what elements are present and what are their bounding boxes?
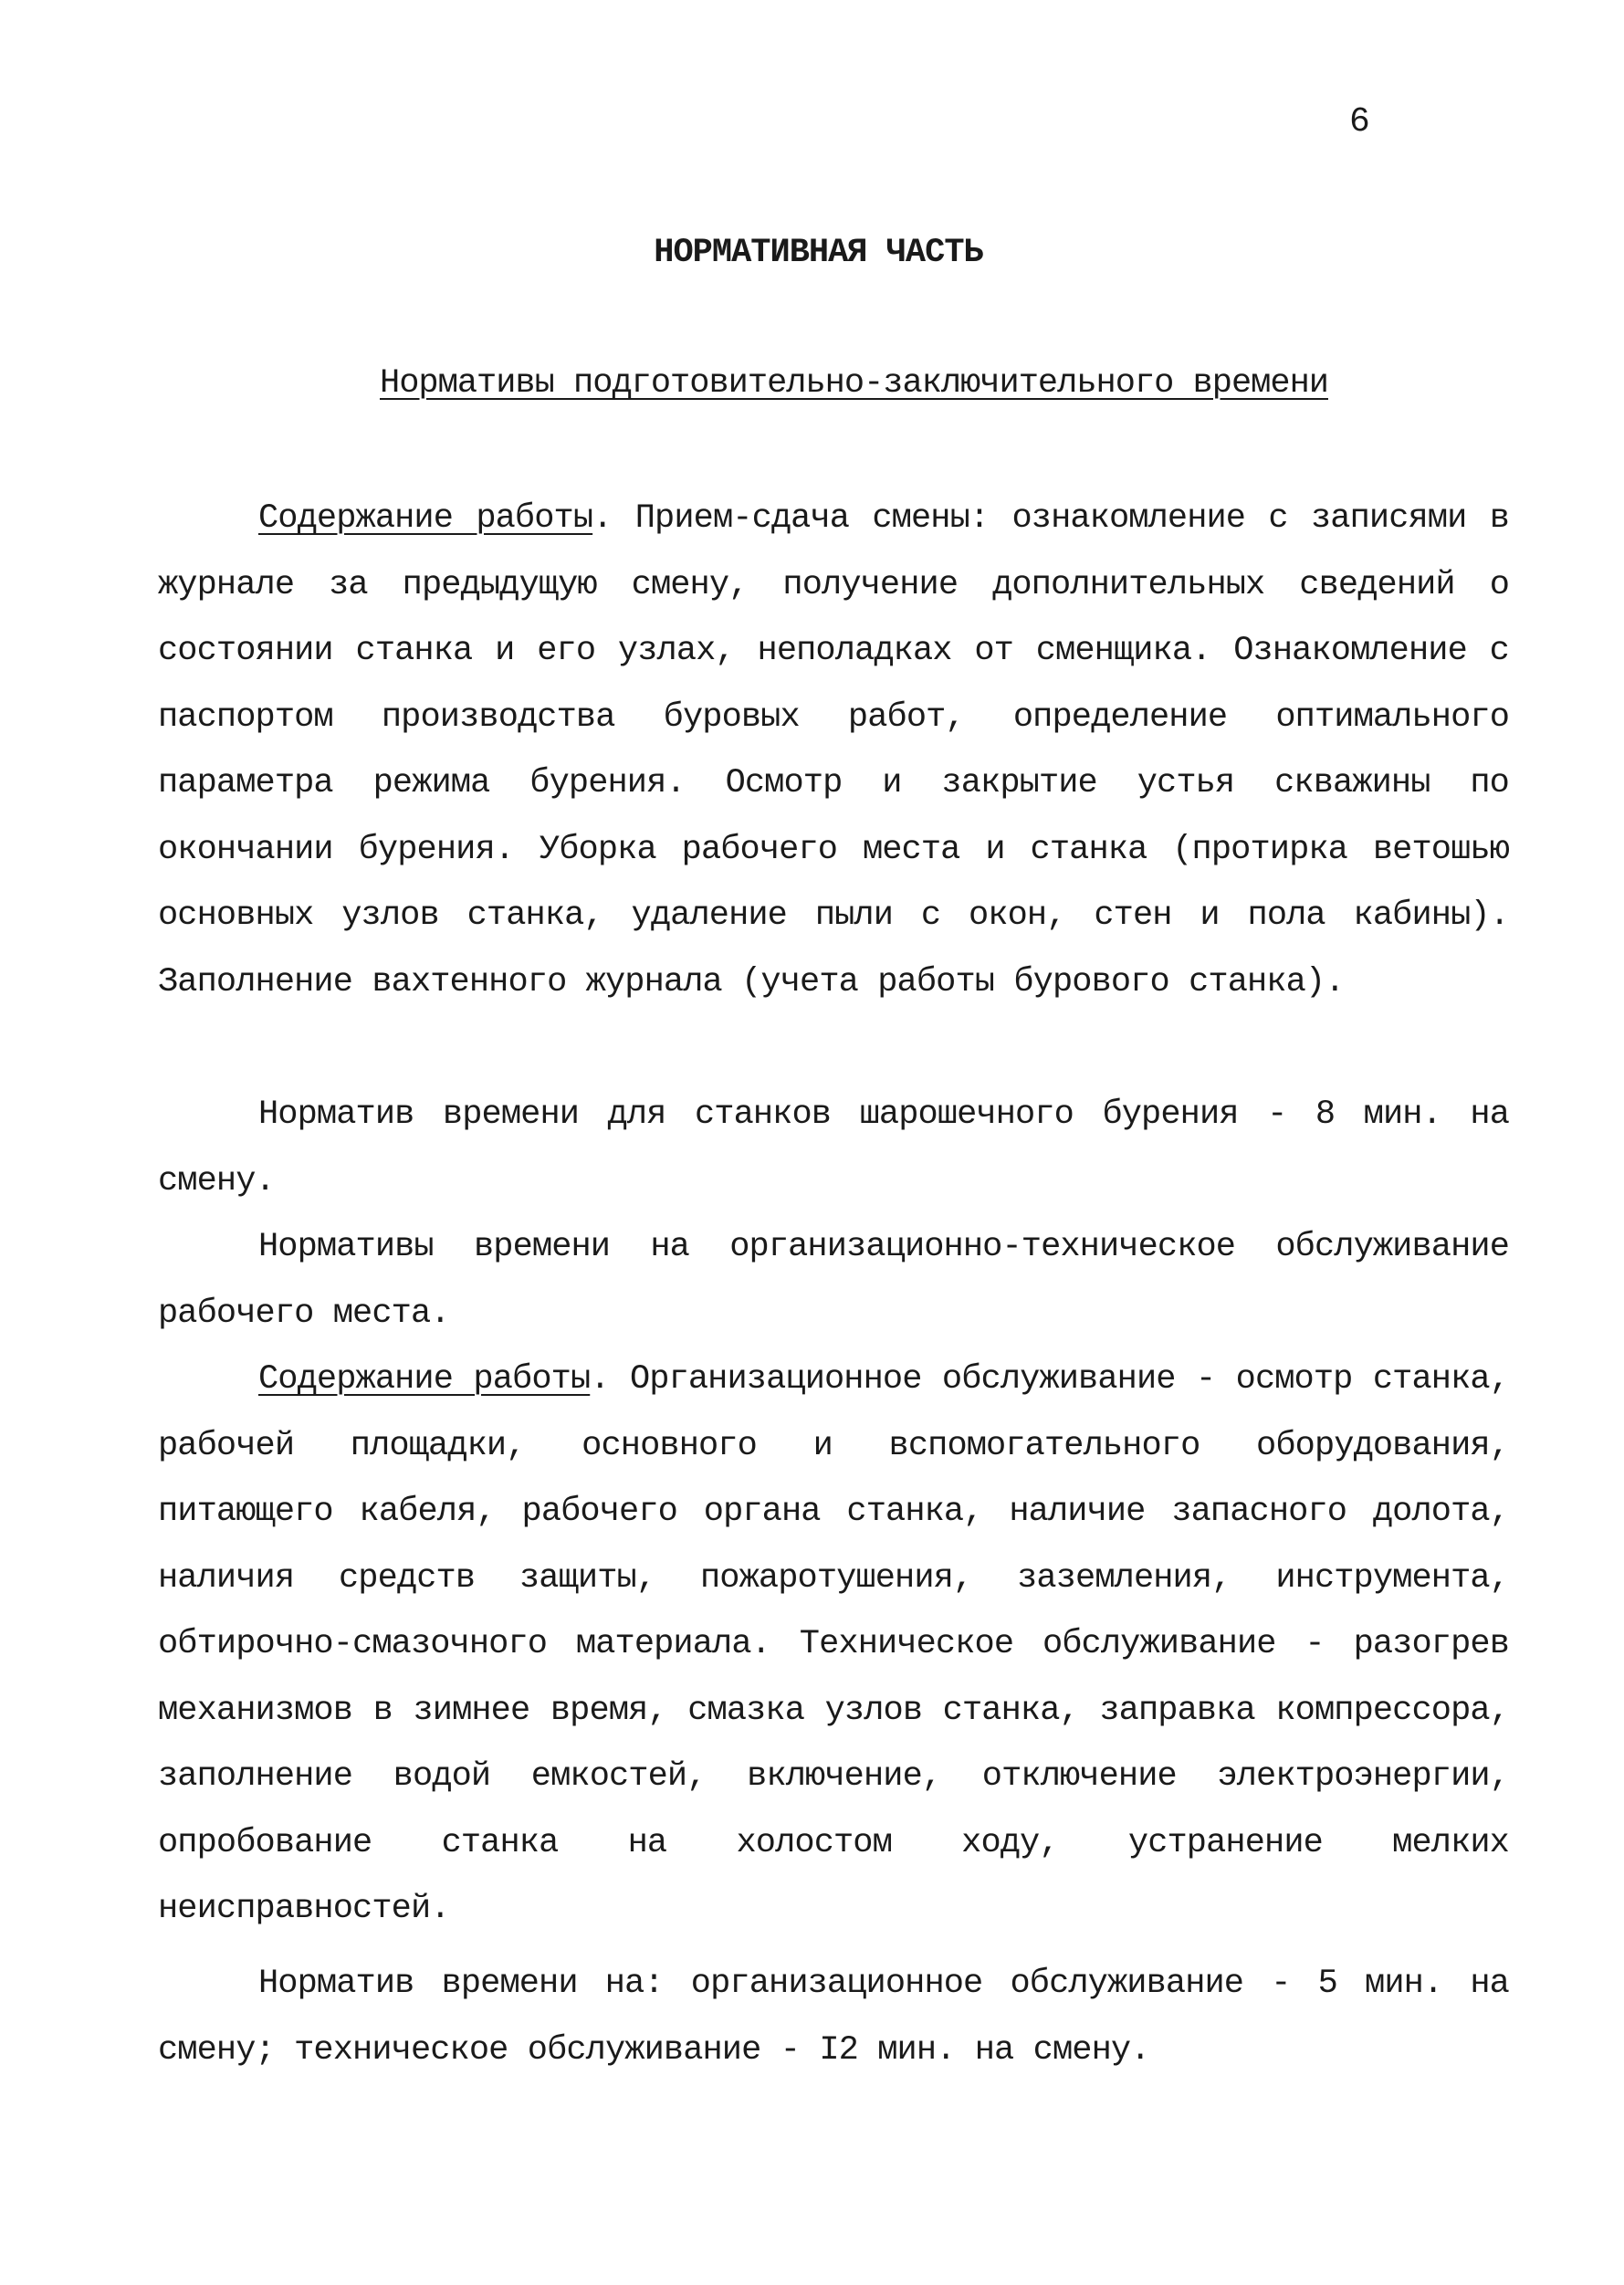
page-number: 6: [1349, 102, 1370, 142]
paragraph: Норматив времени для станков шарошечного бурения - 8 мин. на смену.: [158, 1095, 1509, 1200]
paragraph-work-content-1: [158, 486, 1509, 1015]
paragraph-time-norm-drilling: [158, 1082, 1509, 1214]
paragraph-time-norm-service: [158, 1951, 1509, 2083]
subtitle: [0, 363, 1624, 404]
paragraph-label: Содержание работы: [258, 1360, 591, 1399]
paragraph: [158, 486, 1509, 1015]
paragraph: Норматив времени на: организационное обслуживание - 5 мин. на смену; техническое обслуживание - I2 мин. на смену.: [158, 1965, 1509, 2070]
paragraph-work-content-2: [158, 1347, 1509, 1943]
paragraph-text: . Прием-сдача смены: ознакомление с записями в журнале за предыдущую смену, получение дополнительных сведений о состоянии станка и его узлах, неполадках от сменщика. Ознакомление с паспортом производства буровых работ, определение оптимального параметра режима бурения. Осмотр и закрытие устья скважины по окончании бурения. Уборка рабочего места и станка (протирка ветошью основных узлов станка, удаление пыли с окон, стен и пола кабины). Заполнение вахтенного журнала (учета работы бурового станка).: [158, 499, 1510, 1001]
section-title: НОРМАТИВНАЯ ЧАСТЬ: [654, 234, 983, 272]
subtitle-text: Нормативы подготовительно-заключительного времени: [380, 364, 1328, 403]
paragraph-text: . Организационное обслуживание - осмотр станка, рабочей площадки, основного и вспомогательного оборудования, питающего кабеля, рабочего органа станка, наличие запасного долота, наличия средств защиты, пожаротушения, заземления, инструмента, обтирочно-смазочного материала. Техническое обслуживание - разогрев механизмов в зимнее время, смазка узлов станка, заправка компрессора, заполнение водой емкостей, включение, отключение электроэнергии, опробование станка на холостом ходу, устранение мелких неисправностей.: [158, 1360, 1509, 1928]
paragraph-norms-heading: [158, 1214, 1509, 1347]
paragraph-label: Содержание работы: [258, 499, 593, 538]
paragraph: Нормативы времени на организационно-техническое обслуживание рабочего места.: [158, 1228, 1509, 1333]
paragraph: [158, 1347, 1509, 1943]
